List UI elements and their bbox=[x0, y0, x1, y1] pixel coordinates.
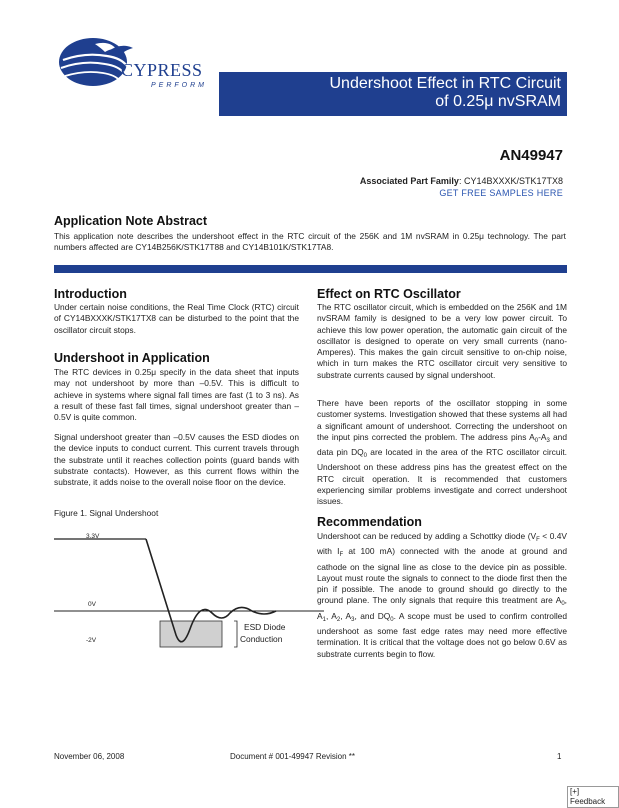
effect-sub-2: 3 bbox=[546, 437, 550, 444]
label-low: -2V bbox=[86, 637, 97, 644]
effect-paragraph-2 bbox=[317, 398, 567, 508]
page-number: 1 bbox=[557, 752, 562, 761]
rec-sub-1: 1 bbox=[322, 616, 326, 623]
abstract-text: This application note describes the undershoot effect in the RTC circuit of the 256K and 1M nvSRAM in 0.25μ technology. The part numbers affected are CY14B256K/STK17T88 and CY14B101K/STK17TA8. bbox=[54, 231, 566, 253]
undershoot-paragraph-2: Signal undershoot greater than –0.5V causes the ESD diodes on the device inputs to conduct current. This current travels through the substrate until it reaches collection points (guard bands with substrate contacts). However, as this current flows within the substrate, it adds noise to the overall noise floor on the device. bbox=[54, 432, 299, 488]
effect-sub-1: 0 bbox=[534, 437, 539, 444]
rec-text-b: < 0.4V with I bbox=[317, 531, 567, 557]
logo-tagline: PERFORM bbox=[151, 82, 207, 89]
signal-undershoot-figure bbox=[54, 525, 324, 665]
rec-text-h: . A scope must be used to confirm controlled undershoot as some fast edge rates may need more effective termination. It is critical that the voltage does not go below 0.6V as substrate currents begin to flow. bbox=[317, 610, 568, 659]
esd-label-2: Conduction bbox=[240, 634, 283, 644]
introduction-text: Under certain noise conditions, the Real Time Clock (RTC) circuit of CY14BXXXK/STK17TX8 can be disturbed to the point that the oscillator circuit stops. bbox=[54, 302, 299, 335]
recommendation-text bbox=[317, 531, 567, 660]
undershoot-heading: Undershoot in Application bbox=[54, 351, 210, 365]
title-line-2: of 0.25μ nvSRAM bbox=[435, 93, 561, 110]
rec-sub-2: 2 bbox=[336, 616, 341, 623]
rec-text-d: , A bbox=[317, 595, 567, 621]
footer-date: November 06, 2008 bbox=[54, 752, 125, 761]
cypress-logo bbox=[55, 36, 205, 100]
label-high: 3.3V bbox=[86, 533, 100, 540]
rec-text-c: at 100 mA) connected with the anode at ground and cathode on the signal line as close to the device pin as possible. Layout must route the signals to connect to the diode first then the pin if possible. The anode to ground should go directly to the ground plane. The only signals that require this treatment are A bbox=[317, 546, 567, 606]
rec-sub-4: 0 bbox=[390, 616, 394, 623]
associated-part-family bbox=[360, 176, 563, 186]
recommendation-heading: Recommendation bbox=[317, 515, 422, 529]
rec-sub-3: 3 bbox=[351, 616, 355, 623]
application-note-number: AN49947 bbox=[499, 147, 563, 164]
section-divider bbox=[54, 265, 567, 273]
rec-text-a: Undershoot can be reduced by adding a Schottky diode (V bbox=[317, 531, 537, 541]
effect-paragraph-1: The RTC oscillator circuit, which is embedded on the 256K and 1M nvSRAM family is designed to be a very low power circuit. To achieve this low power operation, the automatic gain circuit of the oscillator is designed to operate on very small currents (nano-Amperes). This makes the gain circuit sensitive to on-chip noise, which in turn makes the RTC oscillator circuit very sensitive to substrate currents caused by signal undershoot. bbox=[317, 302, 567, 380]
rec-text-f: , A bbox=[340, 610, 352, 621]
esd-bracket bbox=[234, 621, 237, 647]
free-samples-link[interactable]: GET FREE SAMPLES HERE bbox=[439, 188, 563, 198]
effect-text-a: There have been reports of the oscillator stopping in some customer systems. Investigation showed that these systems all had a significant amount of undershoot. Correcting the undershoot on the input pins corrected the problem. The address pins A bbox=[317, 398, 567, 442]
introduction-heading: Introduction bbox=[54, 287, 127, 301]
effect-text-d: are located in the area of the RTC oscillator circuit. Undershoot on these address pins has the greatest effect on the RTC circuit operation. It is recommended that customers experiencing similar problems investigate and correct undershoot issues. bbox=[317, 447, 567, 507]
effect-text-c: and data pin DQ bbox=[317, 431, 567, 458]
effect-sub-3: 0 bbox=[363, 453, 367, 460]
rec-text-e: , A bbox=[325, 610, 337, 621]
footer-document-number: Document # 001-49947 Revision ** bbox=[230, 752, 355, 761]
title-banner bbox=[219, 72, 567, 116]
effect-text-b: -A bbox=[538, 431, 547, 442]
undershoot-paragraph-1: The RTC devices in 0.25μ specify in the data sheet that inputs may not undershoot by more than –0.5V. This is difficult to achieve in systems where signal fall times are fast (1 to 3 ns). As a result of these fast fall times, signal undershoot greater than –0.5V is quite common. bbox=[54, 367, 299, 423]
rec-sub-f1: F bbox=[536, 537, 540, 543]
esd-label-1: ESD Diode bbox=[244, 622, 286, 632]
figure-caption: Figure 1. Signal Undershoot bbox=[54, 508, 159, 518]
logo-wordmark: CYPRESS bbox=[121, 60, 203, 80]
rec-sub-f2: F bbox=[339, 552, 344, 559]
label-zero: 0V bbox=[88, 601, 96, 608]
rec-sub-0: 0 bbox=[561, 601, 565, 608]
title-line-1: Undershoot Effect in RTC Circuit bbox=[329, 75, 561, 92]
family-value: : CY14BXXXK/STK17TX8 bbox=[458, 176, 563, 186]
abstract-heading: Application Note Abstract bbox=[54, 214, 208, 228]
family-label: Associated Part Family bbox=[359, 176, 459, 186]
effect-heading: Effect on RTC Oscillator bbox=[317, 287, 461, 301]
feedback-link[interactable]: [+] Feedback bbox=[567, 786, 619, 808]
rec-text-g: , and DQ bbox=[354, 610, 391, 621]
